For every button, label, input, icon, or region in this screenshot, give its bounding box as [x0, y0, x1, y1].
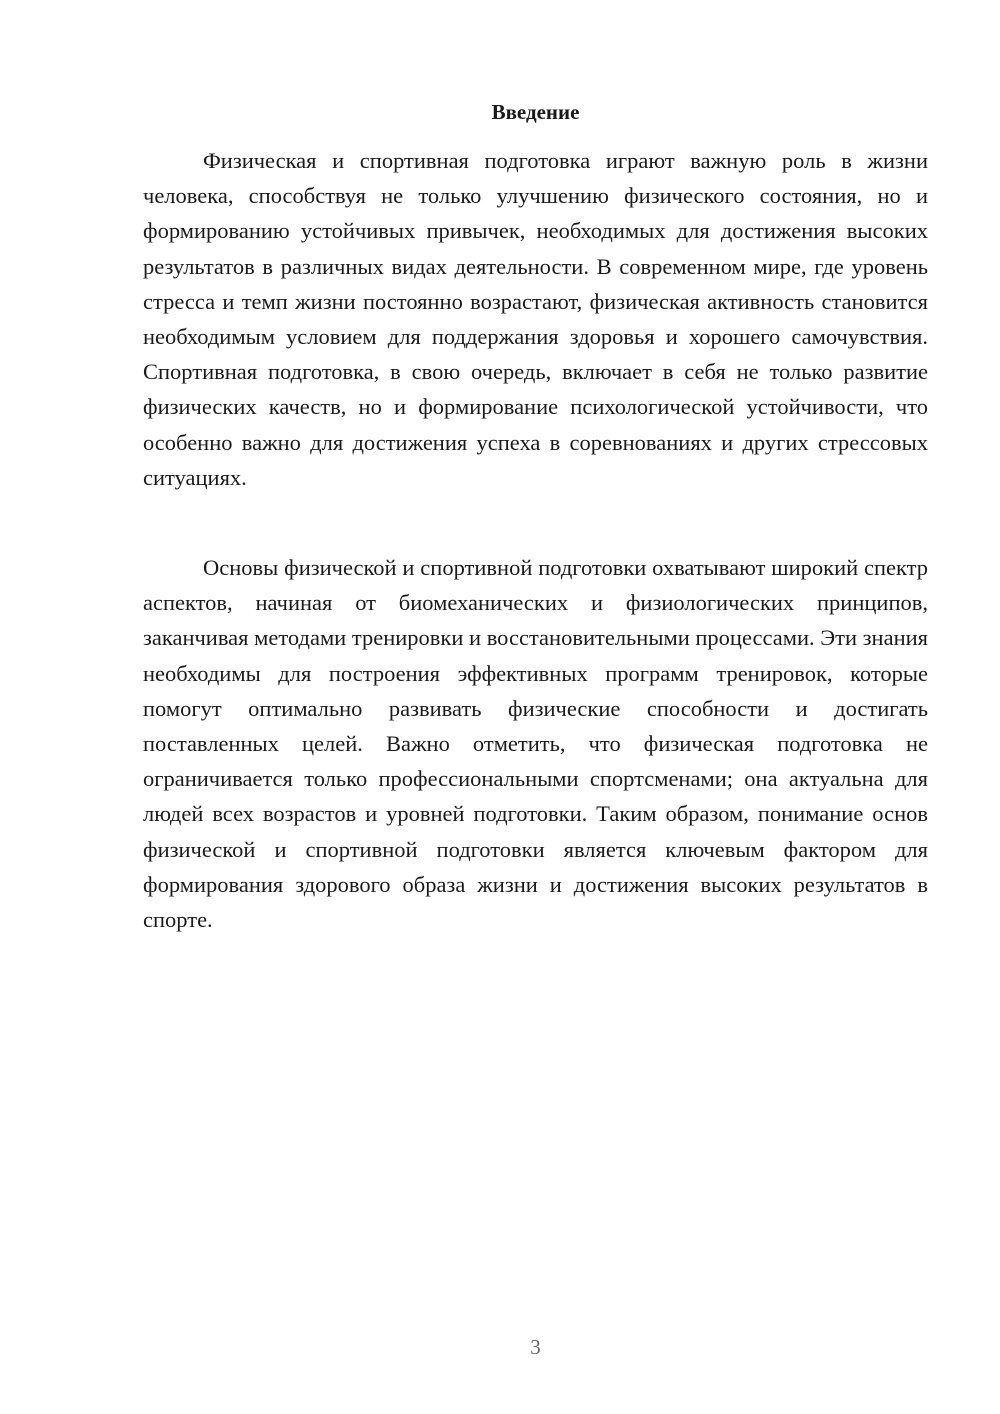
paragraph-1: Физическая и спортивная подготовка играют важную роль в жизни человека, способствуя не только улучшению физического состояния, но и формированию устойчивых привычек, необходимых для достижения высоких результатов в различных видах деятельности. В современном мире, где уровень стресса и темп жизни постоянно возрастают, физическая активность становится необходимым условием для поддержания здоровья и хорошего самочувствия. Спортивная подготовка, в свою очередь, включает в себя не только развитие физических качеств, но и формирование психологической устойчивости, что особенно важно для достижения успеха в соревнованиях и других стрессовых ситуациях. — [143, 148, 928, 490]
section-heading: Введение — [491, 100, 580, 124]
page-number: 3 — [530, 1335, 541, 1359]
paragraph-2: Основы физической и спортивной подготовки охватывают широкий спектр аспектов, начиная от биомеханических и физиологических принципов, заканчивая методами тренировки и восстановительными процессами. Эти знания необходимы для построения эффективных программ тренировок, которые помогут оптимально развивать физические способности и достигать поставленных целей. Важно отметить, что физическая подготовка не ограничивается только профессиональными спортсменами; она актуальна для людей всех возрастов и уровней подготовки. Таким образом, понимание основ физической и спортивной подготовки является ключевым фактором для формирования здорового образа жизни и достижения высоких результатов в спорте. — [143, 555, 928, 933]
